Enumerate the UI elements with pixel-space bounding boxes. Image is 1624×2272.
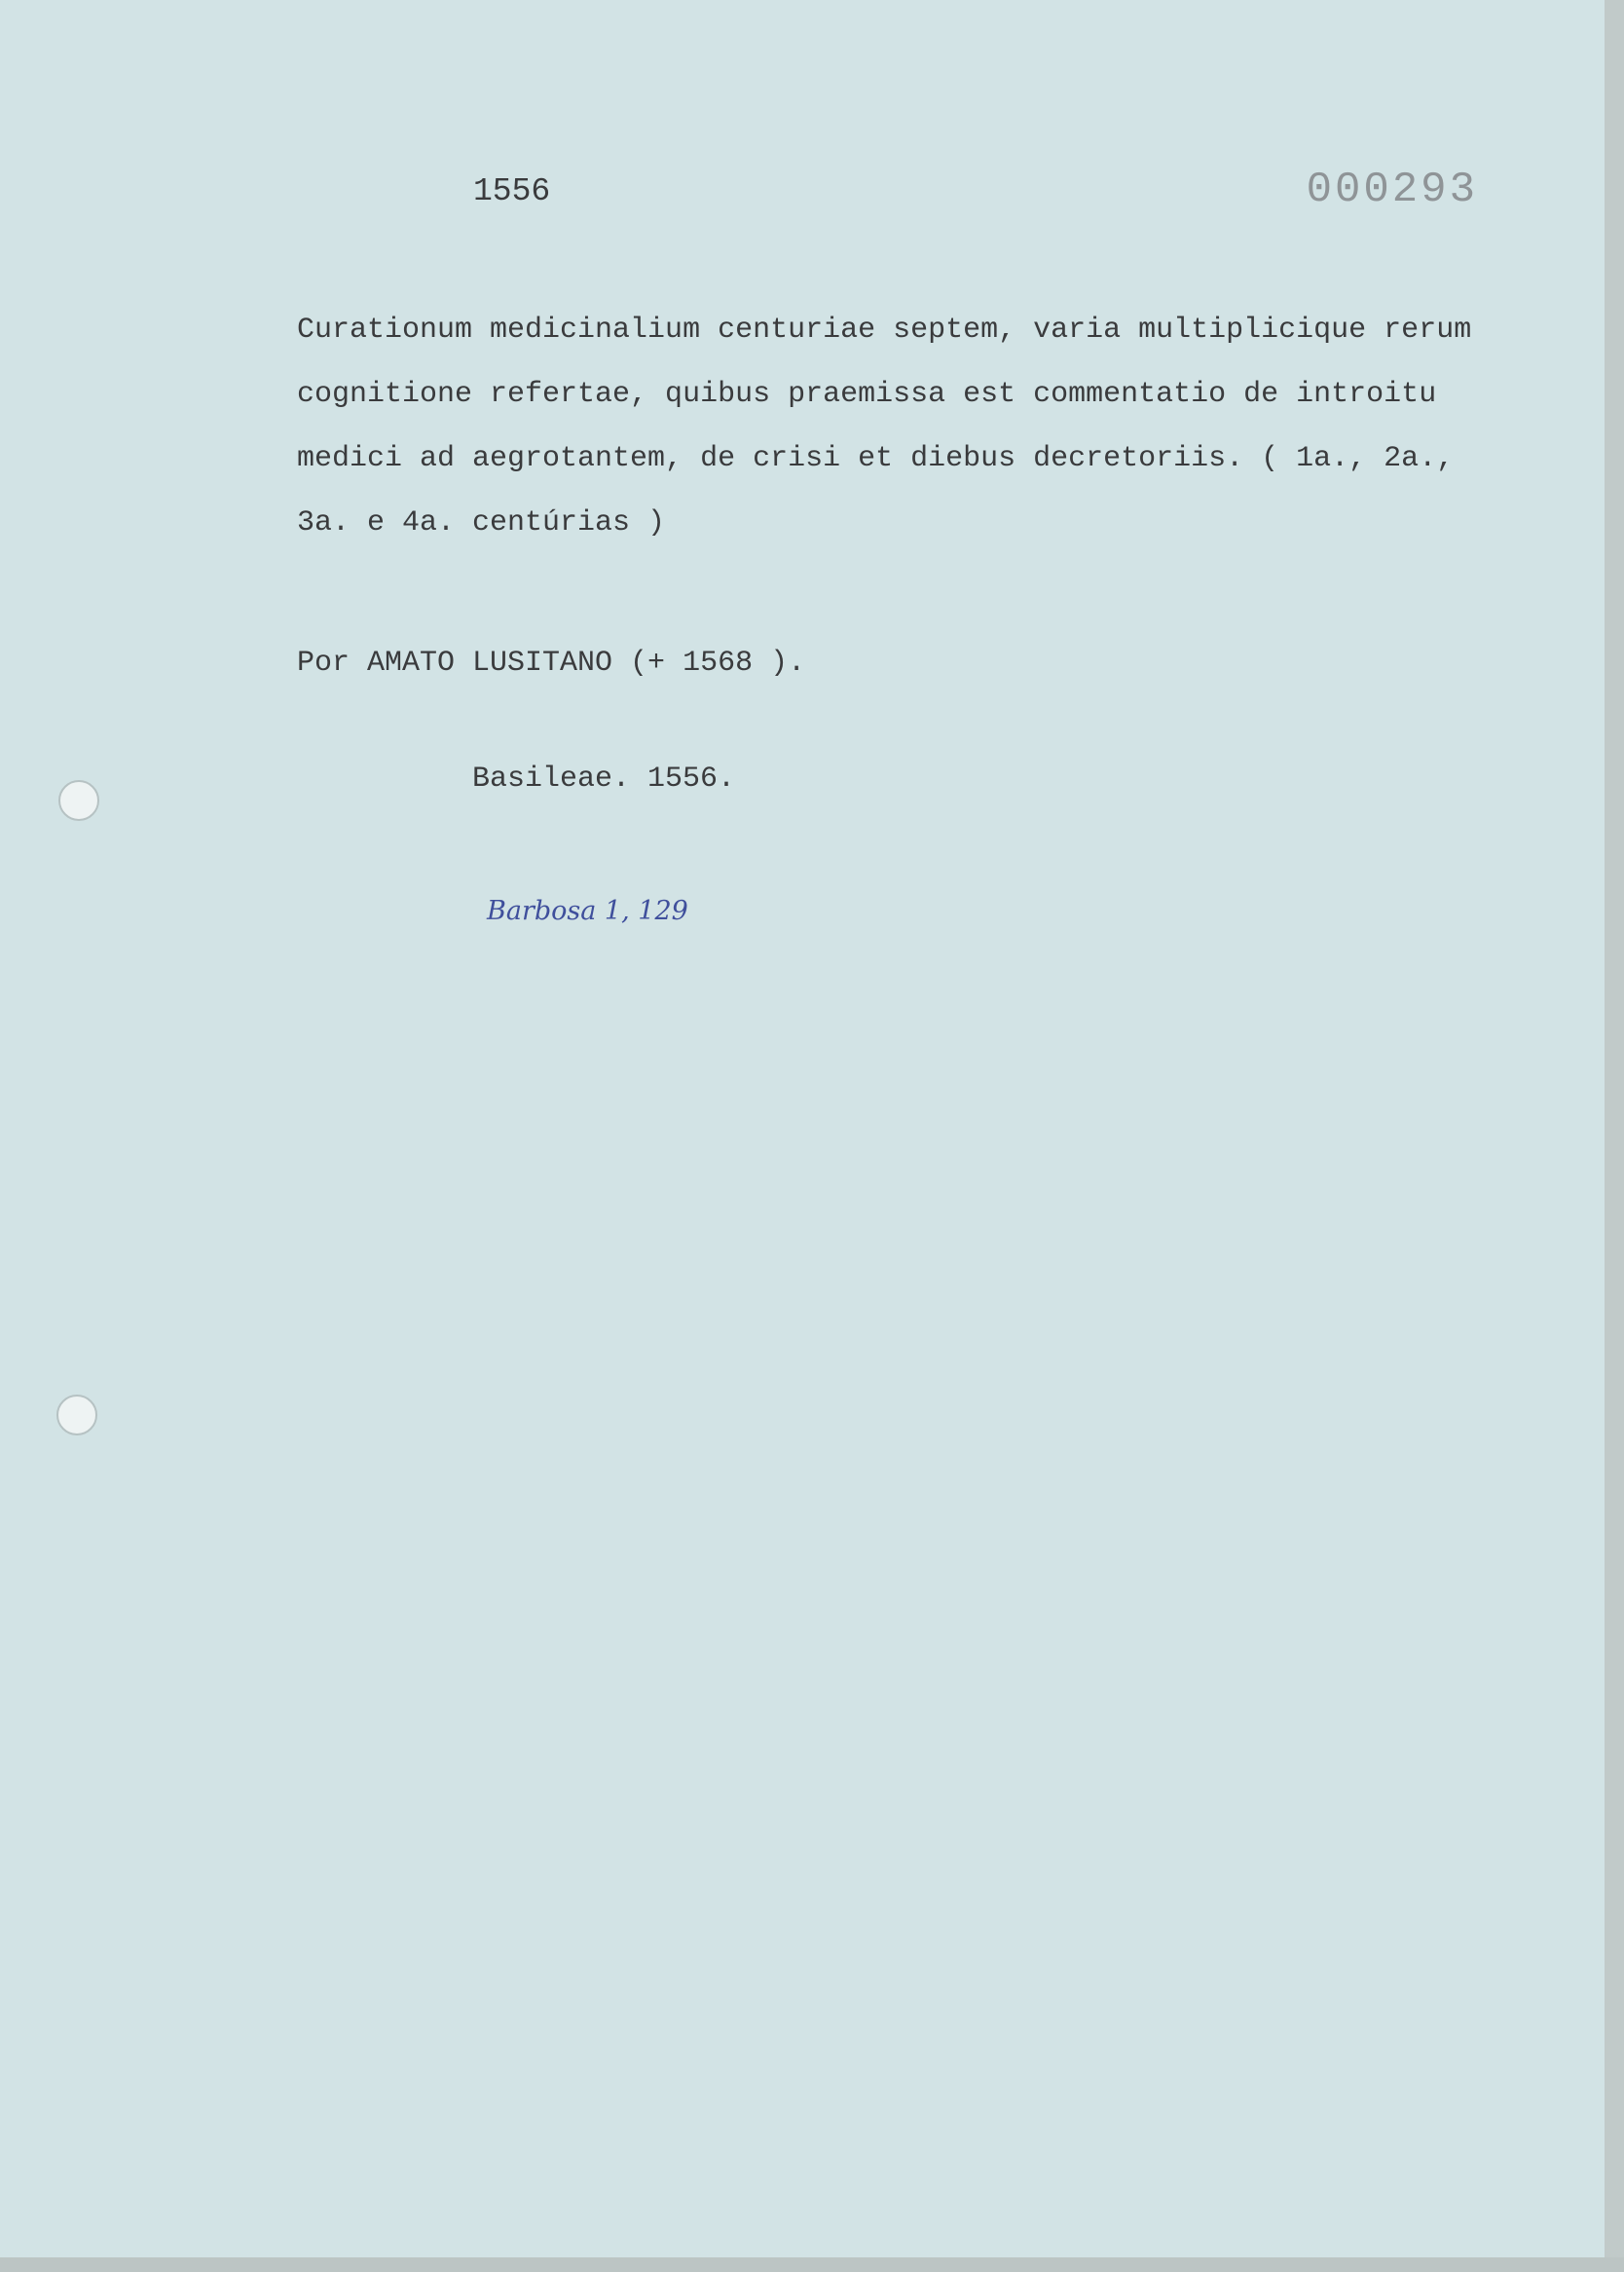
handwritten-reference: Barbosa 1, 129	[487, 896, 688, 926]
punch-hole	[56, 1395, 97, 1435]
year-heading: 1556	[473, 173, 551, 209]
title-line: Curationum medicinalium centuriae septem, varia multiplicique rerum	[297, 314, 1472, 347]
title-block	[297, 306, 1504, 563]
scan-edge	[0, 2257, 1624, 2272]
title-line: medici ad aegrotantem, de crisi et diebus decretoriis. ( 1a., 2a.,	[297, 442, 1455, 475]
title-line: 3a. e 4a. centúrias )	[297, 506, 666, 540]
imprint-line: Basileae. 1556.	[472, 763, 736, 796]
title-line: cognitione refertae, quibus praemissa est commentatio de introitu	[297, 378, 1437, 411]
punch-hole	[58, 780, 99, 821]
author-line: Por AMATO LUSITANO (+ 1568 ).	[297, 647, 806, 680]
scan-edge	[1605, 0, 1624, 2272]
catalog-number-stamp: 000293	[1306, 166, 1478, 214]
